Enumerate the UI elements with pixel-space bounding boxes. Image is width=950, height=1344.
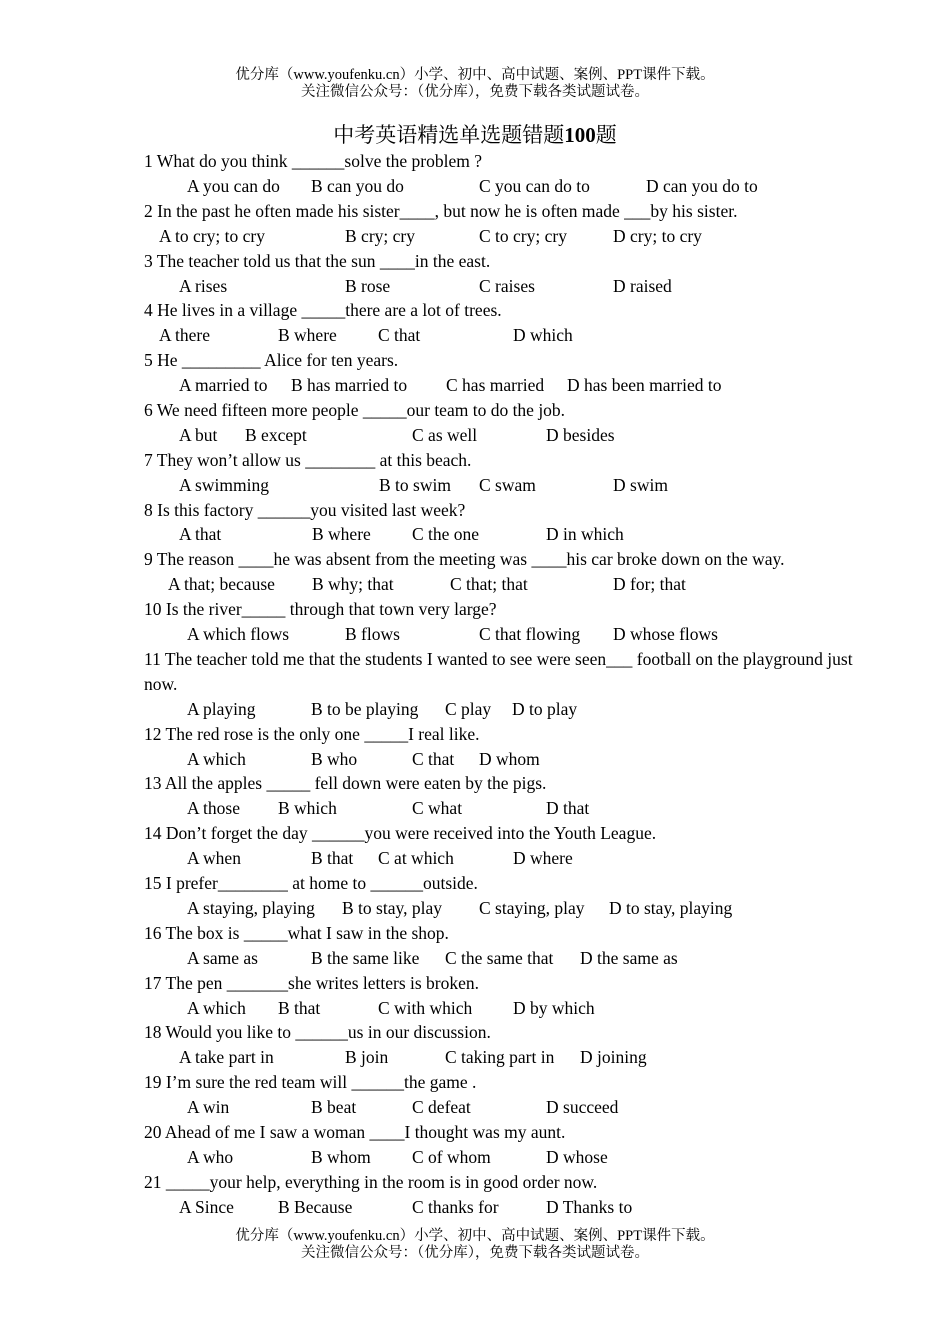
footer-line-2: 关注微信公众号：（优分库），免费下载各类试题试卷。 bbox=[301, 1245, 649, 1261]
option-d: D by which bbox=[513, 997, 595, 1018]
question-text: 18 Would you like to ______us in our discussion. bbox=[144, 1022, 491, 1043]
question-21 bbox=[144, 1170, 864, 1220]
option-a: A swimming bbox=[179, 474, 269, 495]
option-b: B beat bbox=[311, 1097, 357, 1118]
option-a: A take part in bbox=[179, 1047, 274, 1068]
option-c: C that flowing bbox=[479, 624, 581, 645]
option-d: D whom bbox=[479, 748, 540, 769]
option-b: B can you do bbox=[311, 175, 404, 196]
option-d: D swim bbox=[613, 474, 668, 495]
question-14 bbox=[144, 821, 864, 871]
question-text: 7 They won’t allow us ________ at this beach. bbox=[144, 449, 472, 470]
option-row bbox=[144, 224, 864, 249]
question-text: 6 We need fifteen more people _____our team to do the job. bbox=[144, 399, 566, 420]
option-a: A that; because bbox=[168, 574, 275, 595]
question-11 bbox=[144, 647, 864, 722]
option-a: A when bbox=[187, 848, 241, 869]
option-a: A staying, playing bbox=[187, 897, 315, 918]
question-text: 8 Is this factory ______you visited last week? bbox=[144, 499, 466, 520]
option-b: B which bbox=[278, 798, 337, 819]
option-d: D raised bbox=[613, 275, 672, 296]
question-4 bbox=[144, 298, 864, 348]
option-row bbox=[144, 423, 864, 448]
option-d: D whose flows bbox=[613, 624, 718, 645]
option-row bbox=[144, 1045, 864, 1070]
option-row bbox=[144, 846, 864, 871]
option-d: D can you do to bbox=[646, 175, 758, 196]
option-d: D in which bbox=[546, 524, 624, 545]
question-text: 5 He _________ Alice for ten years. bbox=[144, 350, 399, 371]
option-c: C thanks for bbox=[412, 1196, 499, 1217]
header-line-1: 优分库（www.youfenku.cn）小学、初中、高中试题、案例、PPT课件下载。 bbox=[235, 67, 715, 83]
question-12 bbox=[144, 722, 864, 772]
option-row bbox=[144, 274, 864, 299]
option-a: A to cry; to cry bbox=[159, 225, 265, 246]
question-5 bbox=[144, 348, 864, 398]
question-3 bbox=[144, 249, 864, 299]
option-a: A there bbox=[159, 325, 211, 346]
question-list bbox=[144, 149, 864, 1220]
option-c: C staying, play bbox=[479, 897, 585, 918]
option-c: C play bbox=[445, 698, 492, 719]
option-d: D which bbox=[513, 325, 573, 346]
question-9 bbox=[144, 547, 864, 597]
option-row bbox=[144, 796, 864, 821]
option-c: C raises bbox=[479, 275, 535, 296]
option-d: D to stay, playing bbox=[609, 897, 733, 918]
option-a: A rises bbox=[179, 275, 228, 296]
option-b: B to stay, play bbox=[342, 897, 442, 918]
option-b: B the same like bbox=[311, 947, 420, 968]
title-number: 100 bbox=[564, 123, 596, 147]
option-a: A which flows bbox=[187, 624, 290, 645]
option-row bbox=[144, 946, 864, 971]
option-row bbox=[144, 1095, 864, 1120]
question-20 bbox=[144, 1120, 864, 1170]
option-b: B whom bbox=[311, 1146, 371, 1167]
option-b: B where bbox=[278, 325, 337, 346]
option-d: D the same as bbox=[580, 947, 678, 968]
option-a: A those bbox=[187, 798, 240, 819]
option-b: B why; that bbox=[312, 574, 394, 595]
option-d: D whose bbox=[546, 1146, 608, 1167]
footer-line-1: 优分库（www.youfenku.cn）小学、初中、高中试题、案例、PPT课件下载。 bbox=[235, 1228, 715, 1244]
option-b: B join bbox=[345, 1047, 389, 1068]
question-text: 12 The red rose is the only one _____I real like. bbox=[144, 723, 480, 744]
option-a: A same as bbox=[187, 947, 258, 968]
option-row bbox=[144, 697, 864, 722]
option-c: C that; that bbox=[450, 574, 528, 595]
option-c: C what bbox=[412, 798, 463, 819]
option-row bbox=[144, 572, 864, 597]
question-10 bbox=[144, 597, 864, 647]
title-suffix: 题 bbox=[595, 123, 617, 147]
option-c: C the same that bbox=[445, 947, 554, 968]
question-6 bbox=[144, 398, 864, 448]
question-text: 13 All the apples _____ fell down were eaten by the pigs. bbox=[144, 773, 547, 794]
option-c: C you can do to bbox=[479, 175, 590, 196]
page-header bbox=[0, 67, 950, 101]
option-a: A you can do bbox=[187, 175, 280, 196]
option-d: D joining bbox=[580, 1047, 647, 1068]
question-text: 1 What do you think ______solve the problem ? bbox=[144, 151, 482, 171]
option-d: D to play bbox=[512, 698, 578, 719]
question-text: 17 The pen _______she writes letters is broken. bbox=[144, 972, 480, 993]
question-18 bbox=[144, 1020, 864, 1070]
option-row bbox=[144, 522, 864, 547]
option-d: D where bbox=[513, 848, 573, 869]
option-b: B except bbox=[245, 424, 307, 445]
option-b: B to be playing bbox=[311, 698, 419, 719]
question-text: 2 In the past he often made his sister____, but now he is often made ___by his sister. bbox=[144, 200, 738, 221]
option-d: D besides bbox=[546, 424, 615, 445]
question-text: 19 I’m sure the red team will ______the game . bbox=[144, 1072, 477, 1093]
option-d: D cry; to cry bbox=[613, 225, 702, 246]
option-b: B that bbox=[311, 848, 354, 869]
question-text: 14 Don’t forget the day ______you were received into the Youth League. bbox=[144, 823, 657, 844]
option-row bbox=[144, 1145, 864, 1170]
option-row bbox=[144, 473, 864, 498]
option-c: C at which bbox=[378, 848, 454, 869]
question-19 bbox=[144, 1070, 864, 1120]
option-a: A who bbox=[187, 1146, 234, 1167]
option-c: C swam bbox=[479, 474, 536, 495]
option-b: B where bbox=[312, 524, 371, 545]
option-b: B who bbox=[311, 748, 358, 769]
title-prefix: 中考英语精选单选题错题 bbox=[333, 123, 565, 147]
question-2 bbox=[144, 199, 864, 249]
option-d: D that bbox=[546, 798, 590, 819]
option-c: C that bbox=[412, 748, 455, 769]
header-line-2: 关注微信公众号：（优分库），免费下载各类试题试卷。 bbox=[301, 84, 649, 100]
option-c: C has married bbox=[446, 375, 545, 396]
option-row bbox=[144, 896, 864, 921]
page-footer bbox=[0, 1228, 950, 1262]
option-row bbox=[144, 1195, 864, 1220]
option-row bbox=[144, 747, 864, 772]
option-b: B has married to bbox=[291, 375, 408, 396]
question-text: 20 Ahead of me I saw a woman ____I thought was my aunt. bbox=[144, 1122, 566, 1143]
question-text: 4 He lives in a village _____there are a lot of trees. bbox=[144, 300, 502, 321]
option-row bbox=[144, 996, 864, 1021]
question-15 bbox=[144, 871, 864, 921]
option-d: D succeed bbox=[546, 1097, 619, 1118]
option-b: B to swim bbox=[379, 474, 451, 495]
question-text: 21 _____your help, everything in the room is in good order now. bbox=[144, 1171, 598, 1192]
option-c: C the one bbox=[412, 524, 480, 545]
option-b: B cry; cry bbox=[345, 225, 415, 246]
question-text: 10 Is the river_____ through that town very large? bbox=[144, 599, 497, 620]
option-b: B flows bbox=[345, 624, 400, 645]
option-a: A win bbox=[187, 1097, 230, 1118]
question-text: 16 The box is _____what I saw in the shop. bbox=[144, 922, 449, 943]
question-text: 3 The teacher told us that the sun ____in the east. bbox=[144, 250, 491, 271]
question-text: 9 The reason ____he was absent from the meeting was ____his car broke down on the way. bbox=[144, 549, 785, 570]
option-c: C of whom bbox=[412, 1146, 491, 1167]
option-c: C to cry; cry bbox=[479, 225, 567, 246]
page-title bbox=[0, 122, 950, 148]
option-b: B rose bbox=[345, 275, 391, 296]
question-1 bbox=[144, 149, 864, 199]
question-16 bbox=[144, 921, 864, 971]
option-c: C as well bbox=[412, 424, 478, 445]
question-8 bbox=[144, 498, 864, 548]
option-a: A that bbox=[179, 524, 222, 545]
question-17 bbox=[144, 971, 864, 1021]
question-text: 11 The teacher told me that the students I wanted to see were seen___ football on the playground just now. bbox=[144, 648, 853, 694]
option-d: D has been married to bbox=[567, 375, 722, 396]
option-b: B Because bbox=[278, 1196, 353, 1217]
option-a: A Since bbox=[179, 1196, 234, 1217]
option-row bbox=[144, 373, 864, 398]
question-7 bbox=[144, 448, 864, 498]
question-13 bbox=[144, 771, 864, 821]
option-c: C taking part in bbox=[445, 1047, 555, 1068]
option-b: B that bbox=[278, 997, 321, 1018]
question-text: 15 I prefer________ at home to ______outside. bbox=[144, 873, 478, 894]
option-c: C that bbox=[378, 325, 421, 346]
option-c: C with which bbox=[378, 997, 473, 1018]
option-a: A playing bbox=[187, 698, 256, 719]
option-d: D Thanks to bbox=[546, 1196, 633, 1217]
option-a: A but bbox=[179, 424, 218, 445]
option-c: C defeat bbox=[412, 1097, 471, 1118]
option-row bbox=[144, 323, 864, 348]
option-d: D for; that bbox=[613, 574, 686, 595]
option-a: A which bbox=[187, 997, 246, 1018]
option-a: A married to bbox=[179, 375, 268, 396]
option-row bbox=[144, 622, 864, 647]
option-row bbox=[144, 174, 864, 199]
option-a: A which bbox=[187, 748, 246, 769]
